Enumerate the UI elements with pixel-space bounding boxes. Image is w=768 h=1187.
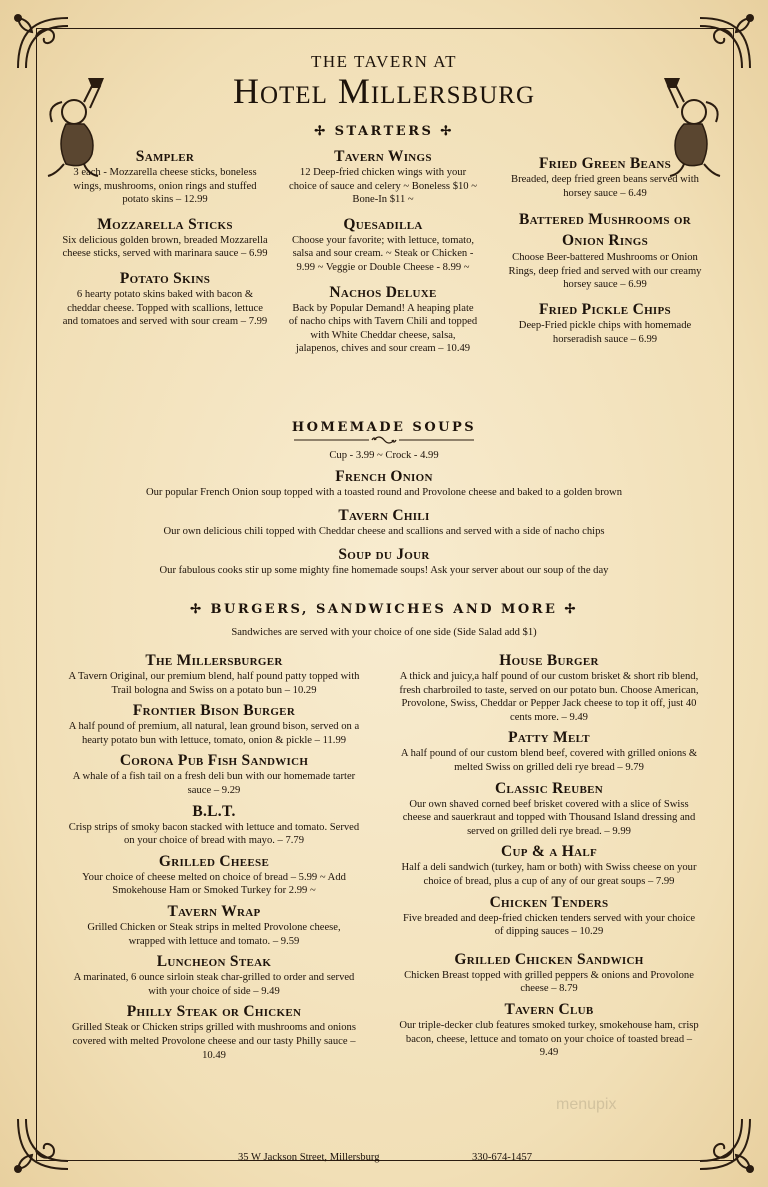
menu-item — [288, 216, 478, 275]
item-name: Philly Steak or Chicken — [126, 1003, 302, 1021]
item-name: Luncheon Steak — [156, 953, 272, 971]
item-description: Six delicious golden brown, breaded Mozzarella cheese sticks, served with marinara sauce – 6.99 — [62, 234, 268, 260]
item-name: Battered Mushrooms or Onion Rings — [518, 211, 692, 250]
item-description: 3 each - Mozzarella cheese sticks, boneless wings, mushrooms, onion rings and stuffed potato skins – 12.99 — [73, 167, 257, 206]
item-name: House Burger — [499, 652, 599, 669]
item-name: Classic Reuben — [494, 779, 604, 797]
item-description: A marinated, 6 ounce sirloin steak char-grilled to order and served with your choice of side – 9.49 — [73, 972, 355, 997]
item-description: A thick and juicy,a half pound of our custom brisket & short rib blend, fresh charbroiled to taste, served on our potato bun. Choose American, Provolone, Swiss, Cheddar or Pepper Jack cheese to top it off, just 40 cents more. – 9.49 — [399, 671, 699, 723]
item-name: Nachos Deluxe — [329, 283, 437, 301]
item-description: A half pound of premium, all natural, lean ground bison, served on a hearty potato bun with lettuce, tomato, onion & pickle – 11.99 — [68, 721, 360, 746]
item-description: Grilled Steak or Chicken strips grilled with mushrooms and onions covered with melted Provolone cheese and our tasty Philly sauce – 10.49 — [72, 1022, 356, 1061]
item-name: Tavern Wrap — [167, 902, 261, 920]
item-name: Corona Pub Fish Sandwich — [119, 752, 309, 770]
item-description: Half a deli sandwich (turkey, ham or both) with Swiss cheese on your choice of bread, plus a cup of any of our great soups – 7.99 — [401, 862, 697, 887]
item-name: Grilled Chicken Sandwich — [454, 950, 644, 968]
item-description: 6 hearty potato skins baked with bacon & cheddar cheese. Topped with scallions, lettuce and tomatoes and served with sour cream – 7.99 — [62, 288, 268, 328]
footer-address: 35 W Jackson Street, Millersburg — [238, 1152, 380, 1163]
item-description: 12 Deep-fried chicken wings with your choice of sauce and celery ~ Boneless $10 ~ Bone-In $11 ~ — [289, 167, 477, 206]
soup-item — [0, 468, 768, 500]
item-description: Five breaded and deep-fried chicken tenders served with your choice of dipping sauces – 10.29 — [402, 912, 696, 938]
item-name: Tavern Wings — [334, 148, 432, 165]
item-description: Choose your favorite; with lettuce, tomato, salsa and sour cream. ~ Steak or Chicken - 9.99 ~ Veggie or Double Cheese - 8.99 ~ — [291, 234, 475, 273]
divider-flourish-icon — [0, 434, 768, 450]
item-description: Grilled Chicken or Steak strips in melted Provolone cheese, wrapped with lettuce and tomato. – 9.59 — [87, 921, 341, 947]
menu-item — [68, 903, 360, 948]
section-title-starters: ✢ STARTERS ✢ — [314, 124, 454, 139]
section-title-burgers: ✢ BURGERS, SANDWICHES AND MORE ✢ — [190, 602, 578, 617]
item-description: Your choice of cheese melted on choice of bread – 5.99 ~ Add Smokehouse Ham or Smoked Turkey for 2.99 ~ — [82, 871, 346, 897]
item-name: Chicken Tenders — [489, 893, 609, 911]
item-name: Mozzarella Sticks — [97, 215, 233, 233]
item-description: A whale of a fish tail on a fresh deli bun with our homemade tarter sauce – 9.29 — [72, 771, 356, 796]
footer-phone: 330-674-1457 — [472, 1152, 533, 1163]
item-name: Cup & a Half — [501, 843, 597, 861]
menu-item — [398, 652, 700, 724]
corner-ornament-bottom-right-icon — [690, 1109, 760, 1179]
item-name: Potato Skins — [119, 269, 211, 287]
menu-item — [68, 1003, 360, 1062]
item-description: Back by Popular Demand! A heaping plate of nacho chips with Tavern Chili and topped with White Cheddar cheese, salsa, jalapenos, chives and sour cream – 10.49 — [288, 302, 478, 355]
item-description: A Tavern Original, our premium blend, half pound patty topped with Trail bologna and Swiss on a potato bun – 10.29 — [68, 671, 360, 696]
item-name: Tavern Chili — [338, 507, 430, 524]
menu-item — [60, 216, 270, 261]
item-name: Patty Melt — [508, 729, 590, 747]
item-name: Sampler — [135, 148, 195, 165]
item-name: Frontier Bison Burger — [132, 702, 296, 720]
menu-item — [398, 780, 700, 839]
menu-item — [398, 729, 700, 774]
menu-item — [505, 209, 705, 292]
item-name: Quesadilla — [343, 215, 423, 233]
menu-item — [60, 148, 270, 207]
menu-item — [68, 803, 360, 848]
header-subtitle: THE TAVERN AT — [311, 52, 457, 71]
menu-item — [68, 752, 360, 797]
item-name: Grilled Cheese — [158, 852, 270, 870]
sandwich-side-note: Sandwiches are served with your choice of one side (Side Salad add $1) — [231, 627, 537, 638]
soup-price-line: Cup - 3.99 ~ Crock - 4.99 — [329, 450, 439, 461]
item-description: Crisp strips of smoky bacon stacked with lettuce and tomato. Served on your choice of bread with mayo. – 7.79 — [68, 821, 360, 847]
item-description: Deep-Fried pickle chips with homemade horseradish sauce – 6.99 — [518, 319, 692, 345]
menu-item — [60, 270, 270, 329]
burgers-right-column — [398, 652, 700, 1065]
starters-left-column — [60, 148, 270, 338]
item-name: Tavern Club — [504, 1000, 594, 1018]
item-name: Fried Pickle Chips — [539, 300, 671, 318]
menu-item — [68, 702, 360, 747]
menu-item — [505, 155, 705, 200]
item-name: Fried Green Beans — [538, 155, 672, 172]
menu-item — [505, 301, 705, 346]
menu-item — [288, 148, 478, 207]
item-description: Our fabulous cooks stir up some mighty fine homemade soups! Ask your server about our soup of the day — [159, 565, 609, 576]
menu-item — [398, 951, 700, 996]
menu-item — [288, 284, 478, 356]
item-name: The Millersburger — [145, 652, 283, 669]
starters-middle-column — [288, 148, 478, 365]
item-name: Soup du Jour — [338, 546, 430, 563]
item-description: Our own shaved corned beef brisket covered with a slice of Swiss cheese and sauerkraut and topped with Thousand Island dressing and served on grilled deli rye bread. – 9.99 — [402, 798, 696, 837]
starters-right-column — [505, 155, 705, 355]
item-description: Our own delicious chili topped with Cheddar cheese and scallions and served with a side of nacho chips — [163, 526, 605, 537]
menu-item — [398, 843, 700, 888]
burgers-left-column — [68, 652, 360, 1067]
menu-item — [398, 1001, 700, 1060]
menu-item — [68, 853, 360, 898]
item-description: Our popular French Onion soup topped with a toasted round and Provolone cheese and baked to a golden brown — [145, 487, 623, 498]
soup-item — [0, 507, 768, 539]
section-title-soups: HOMEMADE SOUPS — [291, 420, 477, 435]
item-description: A half pound of our custom blend beef, covered with grilled onions & melted Swiss on grilled deli rye bread – 9.79 — [400, 748, 698, 773]
menu-item — [398, 894, 700, 939]
menu-item — [68, 652, 360, 697]
menu-item — [68, 953, 360, 998]
item-name: French Onion — [335, 468, 433, 485]
item-description: Choose Beer-battered Mushrooms or Onion Rings, deep fried and served with our creamy horsey sauce – 6.99 — [508, 252, 702, 291]
item-description: Chicken Breast topped with grilled peppers & onions and Provolone cheese – 8.79 — [404, 969, 694, 995]
header-title: Hotel Millersburg — [232, 71, 536, 111]
watermark: menupix — [556, 1096, 617, 1113]
item-description: Our triple-decker club features smoked turkey, smokehouse ham, crisp bacon, cheese, lettuce and tomato on your choice of toasted bread – 9.49 — [399, 1019, 699, 1059]
item-name: B.L.T. — [192, 802, 236, 820]
corner-ornament-bottom-left-icon — [8, 1109, 78, 1179]
soup-item — [0, 546, 768, 578]
item-description: Breaded, deep fried green beans served with horsey sauce – 6.49 — [511, 174, 699, 199]
